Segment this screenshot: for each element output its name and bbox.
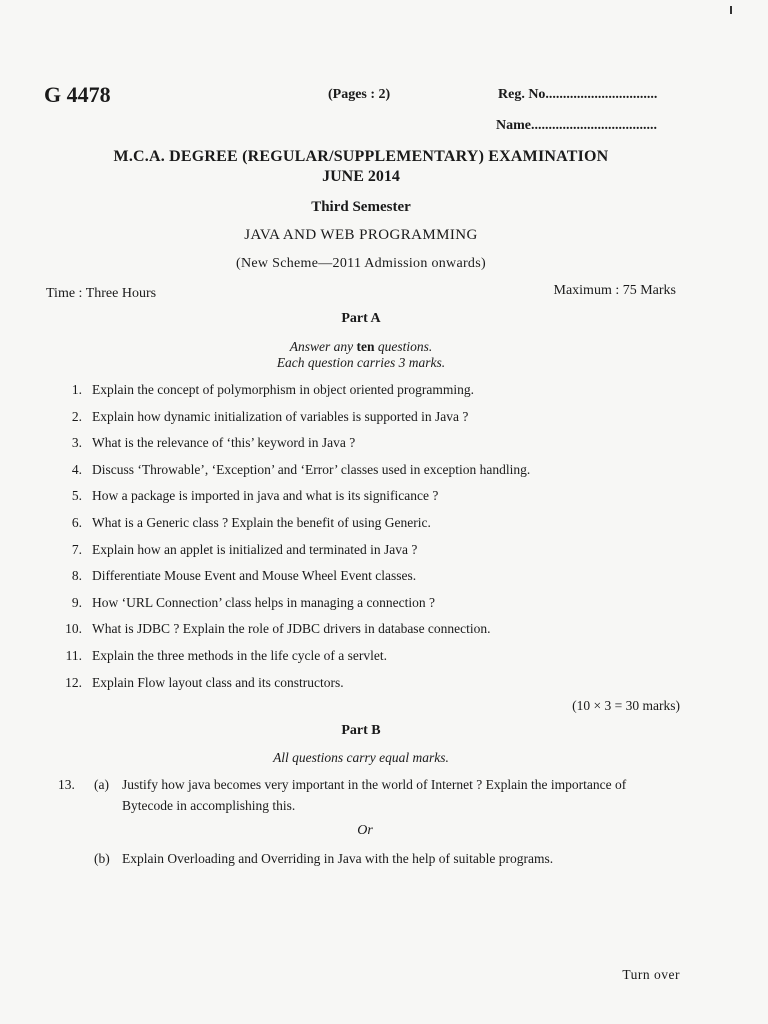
part-a-marks-instruction: Each question carries 3 marks.	[276, 355, 446, 370]
subject: JAVA AND WEB PROGRAMMING	[244, 227, 478, 243]
question-13b-label: (b)	[94, 851, 110, 866]
scheme: (New Scheme—2011 Admission onwards)	[236, 256, 486, 271]
name-field: Name....................................	[496, 118, 657, 133]
question-text: Discuss ‘Throwable’, ‘Exception’ and ‘Error’ classes used in exception handling.	[92, 461, 531, 477]
question-number: 6.	[71, 514, 82, 530]
question-number: 3.	[71, 435, 82, 451]
question-number: 1.	[71, 382, 82, 397]
question-13b-text: Explain Overloading and Overriding in Java with the help of suitable programs.	[122, 851, 554, 866]
question-number: 8.	[71, 568, 82, 584]
question-number: 9.	[71, 594, 82, 610]
question-number: 7.	[71, 541, 82, 557]
part-a-instruction: Answer any ten questions.	[289, 339, 433, 354]
question-text: Explain the three methods in the life cycle of a servlet.	[92, 647, 388, 663]
question-13a-label: (a)	[94, 777, 109, 792]
time-allowed: Time : Three Hours	[46, 286, 157, 301]
question-text: How ‘URL Connection’ class helps in managing a connection ?	[92, 594, 436, 610]
exam-title: M.C.A. DEGREE (REGULAR/SUPPLEMENTARY) EXAMINATION	[113, 148, 609, 165]
part-a-marks: (10 × 3 = 30 marks)	[572, 698, 680, 713]
scan-mark	[730, 6, 732, 14]
question-text: Explain how an applet is initialized and terminated in Java ?	[92, 541, 418, 557]
question-number: 10.	[65, 621, 82, 637]
question-text: Explain Flow layout class and its constructors.	[92, 674, 344, 690]
part-b-instruction: All questions carry equal marks.	[273, 750, 449, 765]
question-13-number: 13.	[58, 777, 75, 792]
question-number: 11.	[65, 647, 82, 663]
question-text: What is the relevance of ‘this’ keyword in Java ?	[92, 435, 356, 451]
question-text: How a package is imported in java and what is its significance ?	[92, 488, 439, 504]
question-number: 5.	[71, 488, 82, 504]
question-number: 2.	[71, 408, 82, 424]
question-text: Explain how dynamic initialization of variables is supported in Java ?	[92, 408, 469, 424]
question-text: What is a Generic class ? Explain the benefit of using Generic.	[92, 514, 431, 530]
question-text: Explain the concept of polymorphism in object oriented programming.	[92, 382, 475, 397]
question-text: Differentiate Mouse Event and Mouse Wheel Event classes.	[92, 568, 417, 584]
question-number: 12.	[65, 674, 82, 690]
question-text: What is JDBC ? Explain the role of JDBC drivers in database connection.	[92, 621, 491, 637]
page-count: (Pages : 2)	[328, 87, 391, 102]
paper-code: G 4478	[44, 82, 111, 107]
turn-over-note: Turn over	[622, 967, 680, 982]
part-b-heading: Part B	[341, 723, 381, 738]
question-13a-text-line2: Bytecode in accomplishing this.	[122, 798, 296, 813]
semester: Third Semester	[311, 199, 411, 215]
question-13a-text-line1: Justify how java becomes very important in the world of Internet ? Explain the importance of	[122, 777, 627, 792]
question-number: 4.	[71, 461, 82, 477]
part-a-heading: Part A	[341, 311, 381, 326]
reg-no-field: Reg. No................................	[498, 87, 658, 102]
max-marks: Maximum : 75 Marks	[553, 283, 676, 298]
or-separator: Or	[357, 823, 373, 838]
exam-session: JUNE 2014	[322, 168, 400, 185]
